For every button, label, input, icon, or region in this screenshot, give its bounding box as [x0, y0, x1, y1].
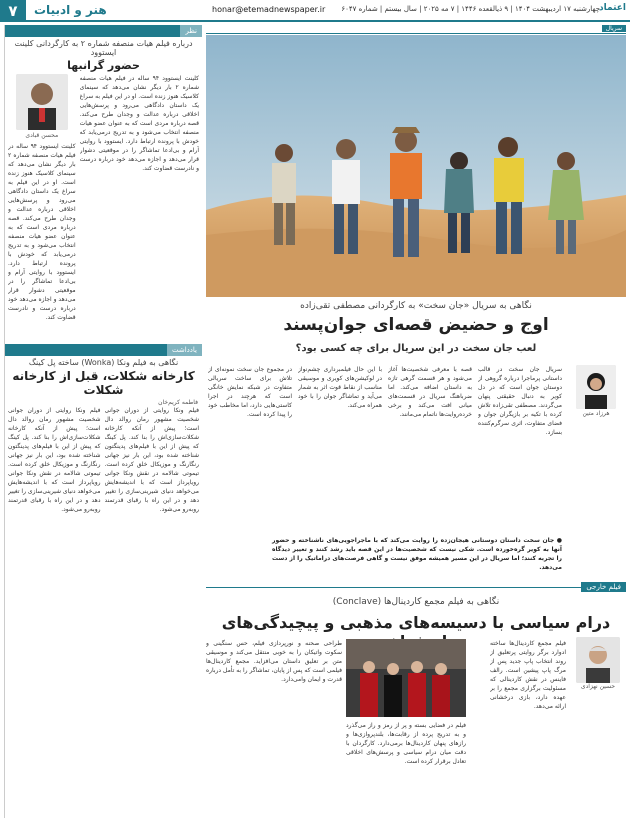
- series-tag: سریال: [602, 25, 626, 32]
- lower-author-photo: [576, 637, 620, 683]
- note-tag: یادداشت: [167, 344, 202, 356]
- main-body-col3: با این حال فیلمبرداری چشم‌نواز در لوکیشن‌های کویری و موسیقی مناسب از نقاط قوت اثر به شمار می‌آید و تماشاگر جوان را با خود همراه می‌کند.: [298, 366, 382, 409]
- article1-body-right: کلینت ایستوود ۹۴ ساله در فیلم هیات منصفه شماره ۲ بار دیگر نشان می‌دهد که سینمای کلاسیک هنوز زنده است. او در این فیلم به سراغ یک داستان دادگاهی می‌رود و پرسش‌هایی اخلاقی درباره عدالت و وجدان طرح می‌کند. قصه درباره مردی است که به عنوان عضو هیات منصفه انتخاب می‌شود و به تدریج درمی‌یابد که خودش با پرونده ارتباط دارد. ایستوود با روایتی آرام و بی‌ادعا تماشاگر را در موقعیتی دشوار قرار می‌دهد و اجازه می‌دهد خود درباره درست و نادرست قضاوت کند.: [8, 143, 76, 321]
- article1-author: محسن قبادی: [25, 132, 59, 139]
- main-lead: لعب جان سخت در این سریال برای چه کسی بود؟: [295, 343, 537, 354]
- lower-kicker: نگاهی به فیلم مجمع کاردینال‌ها (Conclave): [332, 597, 500, 607]
- note-bar: [5, 344, 202, 356]
- page-number: ۷: [0, 0, 26, 22]
- article1-body-left: کلینت ایستوود ۹۴ ساله در فیلم هیات منصفه شماره ۲ بار دیگر نشان می‌دهد که سینمای کلاسیک هنوز زنده است. او در این فیلم به سراغ یک داستان دادگاهی می‌رود و پرسش‌هایی اخلاقی درباره عدالت و وجدان طرح می‌کند. قصه درباره مردی است که به عنوان عضو هیات منصفه انتخاب می‌شود و به تدریج درمی‌یابد که خودش با پرونده ارتباط دارد. ایستوود با روایتی آرام و بی‌ادعا تماشاگر را در موقعیتی دشوار قرار می‌دهد و اجازه می‌دهد خود درباره درست و نادرست قضاوت کند.: [79, 75, 199, 172]
- article1-author-photo: [16, 74, 68, 130]
- main-photo: [206, 35, 626, 297]
- section-email[interactable]: honar@etemadnewspaper.ir: [212, 5, 326, 14]
- main-body-col2: قصه با معرفی شخصیت‌ها آغاز می‌شود و هر قسمت گرهی تازه به داستان اضافه می‌کند. اما ضرباهنگ سریال در قسمت‌های میانی افت می‌کند و برخی خرده‌روایت‌ها ناتمام می‌مانند.: [388, 366, 472, 418]
- main-article: [206, 25, 626, 818]
- newspaper-logo: اعتماد: [599, 3, 626, 13]
- section-title: هنر و ادبیات: [34, 3, 107, 17]
- page-header: [0, 0, 630, 22]
- lower-body-col1: فیلم مجمع کاردینال‌ها ساخته ادوارد برگر روایتی پرتعلیق از روند انتخاب پاپ جدید پس از مرگ پاپ پیشین است. رالف فاینس در نقش کاردینالی که مسئولیت برگزاری مجمع را بر عهده دارد، بازی درخشانی ارائه می‌دهد.: [490, 640, 566, 710]
- lower-photo: [346, 639, 466, 717]
- foreign-film-tag: فیلم خارجی: [581, 582, 626, 592]
- series-bar: [206, 25, 626, 34]
- lower-headline: درام سیاسی با دسیسه‌های مذهبی و پیچیدگی‌های: [221, 613, 611, 632]
- lower-author-name: حسین نهزادی: [580, 683, 616, 690]
- main-author-name: هرزاد متین: [582, 410, 610, 417]
- article2-body-right: فیلم ونکا روایتی از دوران جوانی شخصیت مشهور رمان روالد دال است؛ پیش از آنکه کارخانه شکلات‌سازی‌اش را بنا کند. پل کینگ که پیش از این با فیلم‌های پدینگتون شناخته شده بود، این بار نیز جهانی رنگارنگ و موزیکال خلق کرده است. تیموتی شالامه در نقش ونکا جوانی رویاپرداز است که با اندیشه‌هایش می‌خواهد دنیای شیرینی‌سازی را تغییر دهد و در این راه با رقبای قدرتمند روبه‌رو می‌شود.: [8, 407, 101, 513]
- article2-body-left: فیلم ونکا روایتی از دوران جوانی شخصیت مشهور رمان روالد دال است؛ پیش از آنکه کارخانه شکلات‌سازی‌اش را بنا کند. پل کینگ که پیش از این با فیلم‌های پدینگتون شناخته شده بود، این بار نیز جهانی رنگارنگ و موزیکال خلق کرده است. تیموتی شالامه در نقش ونکا جوانی رویاپرداز است که با اندیشه‌هایش می‌خواهد دنیای شیرینی‌سازی را تغییر دهد و در این راه با رقبای قدرتمند روبه‌رو می‌شود.: [104, 407, 199, 513]
- main-body-col1: سریال جان سخت در قالب داستانی پرماجرا درباره گروهی از دوستان جوان است که در دل کویر به دنبال حقیقتی پنهان می‌گردند. مصطفی تقی‌زاده تلاش کرده با تکیه بر بازیگران جوان و فضای متفاوت، اثری سرگرم‌کننده بسازد.: [478, 366, 562, 436]
- main-kicker: نگاهی به سریال «جان سخت» به کارگردانی مصطفی تقی‌زاده: [300, 301, 532, 311]
- opinion-bar: [5, 25, 202, 37]
- article2-headline: کارخانه شکلات، قبل از کارخانه شکلات: [12, 369, 195, 397]
- lower-body-col3: طراحی صحنه و نورپردازی فیلم، حس سنگینی و سکوت واتیکان را به خوبی منتقل می‌کند و موسیقی متن بر تعلیق داستان می‌افزاید. مجمع کاردینال‌ها فیلمی است که پس از پایان، تماشاگر را به تأمل درباره قدرت و ایمان وامی‌دارد.: [206, 640, 342, 683]
- main-body-col4: در مجموع جان سخت نمونه‌ای از تلاش برای ساخت سریالی متفاوت در شبکه نمایش خانگی است که هرچند در اجرا کاستی‌هایی دارد، اما مخاطب خود را پیدا کرده است.: [208, 366, 292, 418]
- lower-author-box: [570, 637, 626, 690]
- article2-author: فاطمه کریم‌خان: [158, 399, 198, 406]
- main-author-box: [566, 365, 626, 417]
- article1-kicker: درباره فیلم هیات منصفه شماره ۲ به کارگردانی کلینت ایستوود: [14, 39, 193, 57]
- opinion-tag: نظر: [180, 25, 202, 37]
- main-headline: اوج و حضیض قصه‌ای جوان‌پسند: [283, 315, 549, 335]
- foreign-film-bar: [206, 582, 626, 594]
- article2-kicker: نگاهی به فیلم ونکا (Wonka) ساخته پل کینگ: [28, 358, 179, 367]
- date-line: چهارشنبه ۱۷ اردیبهشت ۱۴۰۴ | ۹ ذیالقعده ۱۴۴۶ | ۷ مه ۲۰۲۵ | سال بیستم | شماره ۶۰۴۷: [341, 5, 600, 13]
- article1-headline: حضور گرانبها: [67, 59, 140, 72]
- main-author-photo: [576, 365, 616, 409]
- lower-body-col2: فیلم در فضایی بسته و پر از رمز و راز می‌گذرد و به تدریج پرده از رقابت‌ها، بلندپروازی‌ها و رازهای پنهان کاردینال‌ها برمی‌دارد. کارگردان با دقت میان درام سیاسی و پرسش‌های اخلاقی تعادل برقرار کرده است.: [346, 722, 466, 765]
- left-column: [4, 25, 202, 818]
- main-pull-quote: ● جان سخت داستان دوستانی هیجان‌زده را روایت می‌کند که با ماجراجویی‌های ناشناخته و حضور آنها به کویر گره‌خورده است. شکی نیست که شخصیت‌ها در این قصه باید رشد کنند و تغییر دیدگاه را تجربه کنند؛ اما سریال در این مسیر همیشه موفق نیست و گاهی فرصت‌های دراماتیک را از دست می‌دهد.: [272, 537, 562, 571]
